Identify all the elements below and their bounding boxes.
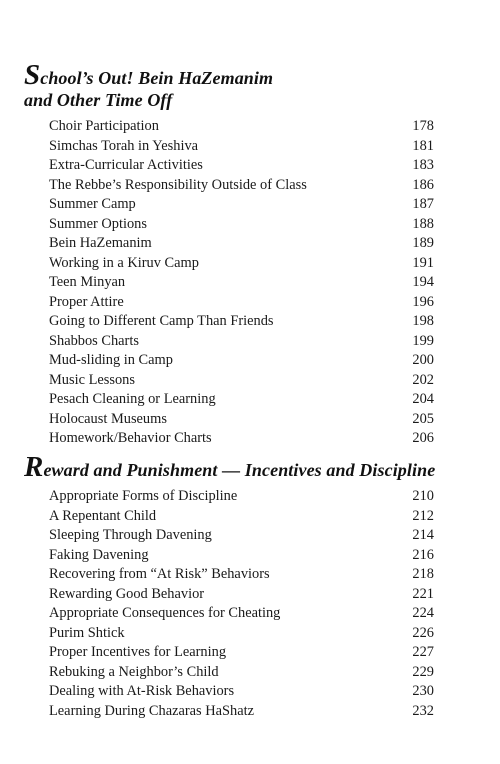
toc-section-reward-and-punishment bbox=[0, 451, 500, 721]
entry-title: Faking Davening bbox=[49, 546, 149, 563]
toc-entry[interactable] bbox=[0, 487, 500, 507]
entry-title: Going to Different Camp Than Friends bbox=[49, 313, 274, 329]
entry-page: 212 bbox=[412, 507, 434, 524]
entry-title: Proper Incentives for Learning bbox=[49, 644, 227, 660]
entry-title: Appropriate Forms of Discipline bbox=[49, 488, 238, 504]
entry-title: Proper Attire bbox=[49, 293, 124, 310]
toc-entry[interactable] bbox=[0, 702, 500, 722]
heading-initial: R bbox=[24, 451, 44, 483]
entry-page: 194 bbox=[412, 274, 434, 290]
entry-page: 189 bbox=[412, 235, 434, 251]
entry-page: 221 bbox=[412, 585, 434, 602]
entry-title: Dealing with At-Risk Behaviors bbox=[49, 683, 235, 699]
toc-entry[interactable] bbox=[0, 117, 500, 137]
entry-page: 206 bbox=[412, 430, 434, 446]
entry-page: 187 bbox=[412, 196, 434, 212]
entry-page: 214 bbox=[412, 527, 434, 543]
entry-title: Rebuking a Neighbor’s Child bbox=[49, 663, 219, 680]
entry-page: 230 bbox=[412, 683, 434, 699]
toc-entry[interactable] bbox=[0, 604, 500, 624]
entry-title: Summer Camp bbox=[49, 196, 136, 212]
entry-title: Teen Minyan bbox=[49, 274, 126, 290]
toc-entry[interactable] bbox=[0, 273, 500, 293]
entry-title: Sleeping Through Davening bbox=[49, 527, 212, 543]
entry-page: 210 bbox=[412, 488, 434, 504]
toc-entry[interactable] bbox=[0, 137, 500, 157]
toc-section-schools-out bbox=[0, 59, 500, 449]
toc-entry[interactable] bbox=[0, 429, 500, 449]
heading-text: chool’s Out! Bein HaZemanim bbox=[40, 68, 274, 88]
entry-title: Simchas Torah in Yeshiva bbox=[49, 137, 199, 154]
entry-page: 188 bbox=[412, 215, 434, 232]
toc-entry[interactable] bbox=[0, 332, 500, 352]
toc-entry[interactable] bbox=[0, 195, 500, 215]
entry-page: 178 bbox=[412, 118, 434, 134]
section-heading-line-2: and Other Time Off bbox=[24, 90, 173, 110]
heading-initial: S bbox=[24, 59, 41, 91]
entry-page: 232 bbox=[412, 702, 434, 719]
entry-title: Working in a Kiruv Camp bbox=[49, 254, 199, 271]
section-heading-line-1 bbox=[24, 451, 500, 483]
toc-entry[interactable] bbox=[0, 156, 500, 176]
toc-entry[interactable] bbox=[0, 351, 500, 371]
entry-page: 196 bbox=[412, 293, 434, 310]
entry-page: 183 bbox=[412, 157, 434, 173]
toc-entry[interactable] bbox=[0, 176, 500, 196]
entry-title: Pesach Cleaning or Learning bbox=[49, 391, 216, 407]
toc-entry[interactable] bbox=[0, 624, 500, 644]
entry-title: Extra-Curricular Activities bbox=[49, 157, 203, 173]
toc-entry[interactable] bbox=[0, 410, 500, 430]
toc-entry-list bbox=[0, 117, 500, 449]
entry-page: 186 bbox=[412, 176, 434, 193]
entry-page: 202 bbox=[412, 371, 434, 388]
entry-title: Homework/Behavior Charts bbox=[49, 430, 212, 446]
toc-entry[interactable] bbox=[0, 507, 500, 527]
entry-page: 218 bbox=[412, 566, 434, 582]
heading-text: eward and Punishment — Incentives and Discipline bbox=[43, 460, 436, 480]
entry-page: 226 bbox=[412, 624, 434, 641]
toc-entry[interactable] bbox=[0, 682, 500, 702]
entry-title: Choir Participation bbox=[49, 118, 159, 134]
entry-title: Holocaust Museums bbox=[49, 410, 167, 427]
entry-page: 181 bbox=[412, 137, 434, 154]
toc-entry[interactable] bbox=[0, 565, 500, 585]
toc-entry[interactable] bbox=[0, 585, 500, 605]
toc-entry[interactable] bbox=[0, 371, 500, 391]
entry-page: 216 bbox=[412, 546, 434, 563]
section-heading-line-1 bbox=[24, 59, 500, 91]
toc-entry[interactable] bbox=[0, 663, 500, 683]
entry-title: A Repentant Child bbox=[49, 507, 157, 524]
entry-title: Appropriate Consequences for Cheating bbox=[49, 605, 281, 621]
toc-entry[interactable] bbox=[0, 215, 500, 235]
toc-entry[interactable] bbox=[0, 390, 500, 410]
entry-page: 199 bbox=[412, 332, 434, 349]
entry-title: Shabbos Charts bbox=[49, 332, 139, 349]
entry-title: Mud-sliding in Camp bbox=[49, 352, 173, 368]
entry-title: Rewarding Good Behavior bbox=[49, 585, 205, 602]
entry-title: The Rebbe’s Responsibility Outside of Class bbox=[49, 176, 307, 193]
entry-title: Learning During Chazaras HaShatz bbox=[49, 702, 254, 719]
entry-page: 198 bbox=[412, 313, 434, 329]
toc-entry[interactable] bbox=[0, 293, 500, 313]
entry-title: Recovering from “At Risk” Behaviors bbox=[49, 566, 270, 582]
toc-entry[interactable] bbox=[0, 254, 500, 274]
entry-page: 191 bbox=[412, 254, 434, 271]
toc-entry[interactable] bbox=[0, 546, 500, 566]
entry-page: 205 bbox=[412, 410, 434, 427]
section-heading bbox=[24, 451, 500, 483]
entry-title: Music Lessons bbox=[49, 371, 135, 388]
toc-entry[interactable] bbox=[0, 526, 500, 546]
entry-title: Summer Options bbox=[49, 215, 147, 232]
entry-page: 229 bbox=[412, 663, 434, 680]
toc-entry[interactable] bbox=[0, 234, 500, 254]
toc-entry[interactable] bbox=[0, 643, 500, 663]
entry-page: 227 bbox=[412, 644, 434, 660]
section-heading bbox=[24, 59, 500, 111]
toc-entry[interactable] bbox=[0, 312, 500, 332]
entry-page: 204 bbox=[412, 391, 434, 407]
entry-page: 224 bbox=[412, 605, 434, 621]
entry-title: Purim Shtick bbox=[49, 624, 125, 641]
toc-entry-list bbox=[0, 487, 500, 721]
entry-title: Bein HaZemanim bbox=[49, 235, 152, 251]
entry-page: 200 bbox=[412, 352, 434, 368]
